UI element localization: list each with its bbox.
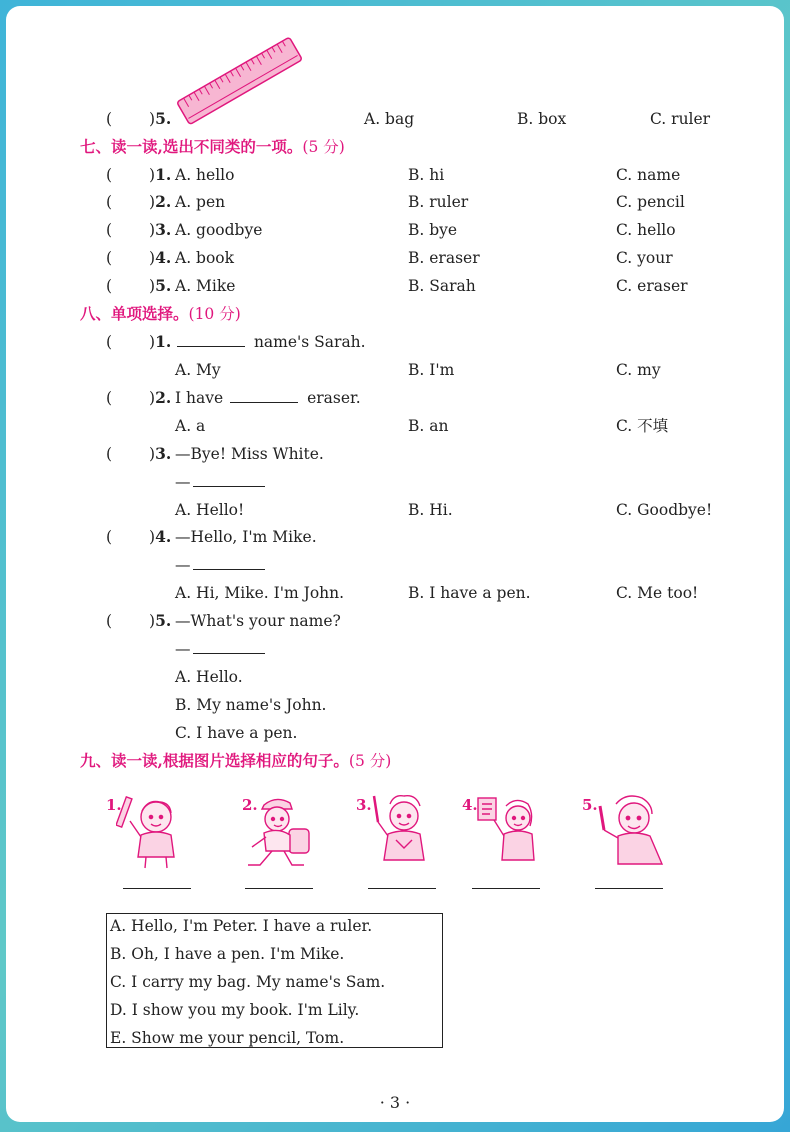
sentence-option: C. I carry my bag. My name's Sam. <box>110 973 386 991</box>
question-number: )1. <box>149 332 172 351</box>
option-b: B. I have a pen. <box>408 584 531 602</box>
answer-paren[interactable]: ( <box>106 166 113 184</box>
option-a: A. Hello! <box>175 501 245 519</box>
ruler-image <box>172 30 307 125</box>
question-number: )4. <box>149 527 172 546</box>
answer-paren[interactable]: ( <box>106 528 113 546</box>
option-a: A. pen <box>175 193 226 211</box>
picture-number: 1. <box>106 796 122 814</box>
picture-number: 2. <box>242 796 258 814</box>
option-b: B. Sarah <box>408 277 476 295</box>
option-a: A. book <box>175 249 235 267</box>
option-c: C. hello <box>616 221 676 239</box>
sentence-option: B. Oh, I have a pen. I'm Mike. <box>110 945 345 963</box>
question-number: )3. <box>149 220 172 239</box>
answer-blank-4[interactable] <box>472 888 540 889</box>
answer-paren[interactable]: ( <box>106 445 113 463</box>
option-a: A. hello <box>175 166 235 184</box>
answer-paren[interactable]: ( <box>106 193 113 211</box>
option-c: C. I have a pen. <box>175 724 298 742</box>
option-a: A. My <box>175 361 221 379</box>
question-stem: I have eraser. <box>175 389 361 407</box>
answer-paren[interactable]: ( <box>106 389 113 407</box>
sentence-option: E. Show me your pencil, Tom. <box>110 1029 345 1047</box>
boy-with-pencil-image <box>592 790 672 870</box>
question-stem: —Bye! Miss White. <box>175 445 324 463</box>
answer-blank-3[interactable] <box>368 888 436 889</box>
question-number: )2. <box>149 388 172 407</box>
girl-with-book-image <box>472 792 552 870</box>
option-c: C. your <box>616 249 673 267</box>
option-a: A. bag <box>364 110 415 128</box>
section-7-title: 七、读一读,选出不同类的一项。(5 分) <box>80 137 345 156</box>
picture-number: 3. <box>356 796 372 814</box>
option-b: B. Hi. <box>408 501 453 519</box>
question-number: )5. <box>149 109 172 128</box>
option-c: C. my <box>616 361 661 379</box>
boy-with-pen-image <box>364 792 444 870</box>
fill-blank[interactable] <box>177 332 245 347</box>
picture-number: 4. <box>462 796 478 814</box>
answer-paren[interactable]: ( <box>106 333 113 351</box>
option-b: B. My name's John. <box>175 696 327 714</box>
option-b: B. hi <box>408 166 445 184</box>
option-c: C. eraser <box>616 277 688 295</box>
answer-paren[interactable]: ( <box>106 110 113 128</box>
response-line[interactable]: — <box>175 472 265 492</box>
question-number: )3. <box>149 444 172 463</box>
picture-number: 5. <box>582 796 598 814</box>
section-9-title: 九、读一读,根据图片选择相应的句子。(5 分) <box>80 751 392 770</box>
boy-with-bag-image <box>234 795 319 870</box>
question-stem: —Hello, I'm Mike. <box>175 528 317 546</box>
option-a: A. Hello. <box>175 668 243 686</box>
question-number: )1. <box>149 165 172 184</box>
question-number: )5. <box>149 611 172 630</box>
option-c: C. Goodbye! <box>616 501 713 519</box>
answer-paren[interactable]: ( <box>106 221 113 239</box>
option-b: B. I'm <box>408 361 455 379</box>
question-stem: name's Sarah. <box>175 332 366 352</box>
option-c: C. ruler <box>650 110 711 128</box>
question-number: )2. <box>149 192 172 211</box>
option-b: B. an <box>408 417 449 435</box>
option-a: A. a <box>175 417 206 435</box>
question-number: )4. <box>149 248 172 267</box>
option-a: A. goodbye <box>175 221 263 239</box>
answer-paren[interactable]: ( <box>106 249 113 267</box>
response-line[interactable]: — <box>175 555 265 575</box>
option-c: C. Me too! <box>616 584 699 602</box>
sentence-options-box <box>106 913 443 1048</box>
section-8-title: 八、单项选择。(10 分) <box>80 304 241 323</box>
sentence-option: A. Hello, I'm Peter. I have a ruler. <box>110 917 373 935</box>
answer-blank-5[interactable] <box>595 888 663 889</box>
option-b: B. eraser <box>408 249 480 267</box>
option-c: C. pencil <box>616 193 685 211</box>
option-b: B. bye <box>408 221 458 239</box>
option-b: B. ruler <box>408 193 469 211</box>
option-c: C. name <box>616 166 681 184</box>
fill-blank[interactable] <box>230 388 298 403</box>
answer-paren[interactable]: ( <box>106 612 113 630</box>
sentence-option: D. I show you my book. I'm Lily. <box>110 1001 360 1019</box>
boy-with-ruler-image <box>116 795 196 870</box>
answer-blank-1[interactable] <box>123 888 191 889</box>
option-c: C. 不填 <box>616 417 669 435</box>
answer-paren[interactable]: ( <box>106 277 113 295</box>
question-stem: —What's your name? <box>175 612 341 630</box>
option-b: B. box <box>517 110 567 128</box>
question-number: )5. <box>149 276 172 295</box>
page-number: · 3 · <box>379 1093 411 1112</box>
option-a: A. Mike <box>175 277 236 295</box>
option-a: A. Hi, Mike. I'm John. <box>175 584 345 602</box>
response-line[interactable]: — <box>175 639 265 659</box>
answer-blank-2[interactable] <box>245 888 313 889</box>
